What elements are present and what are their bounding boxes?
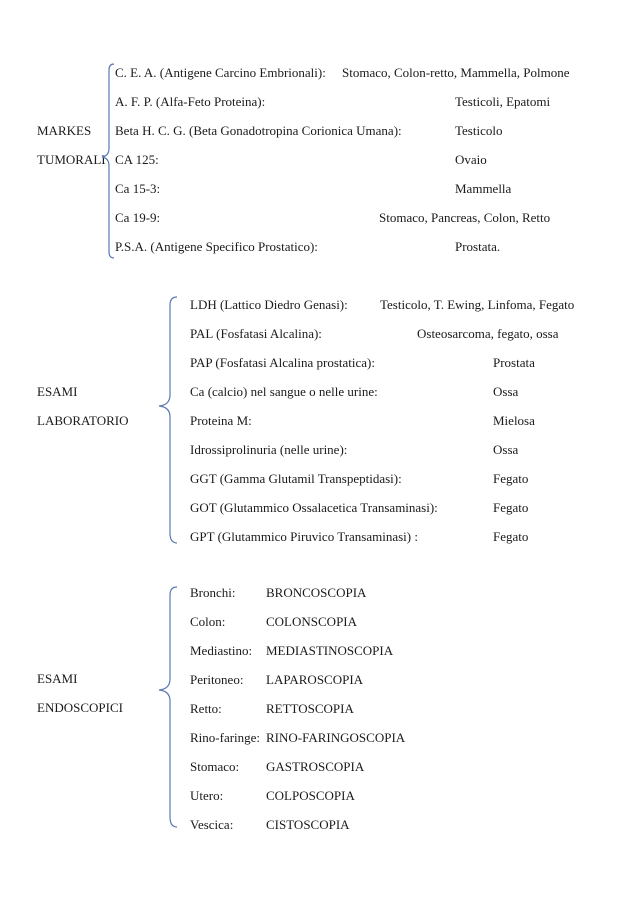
organ-label: Peritoneo: <box>190 672 244 687</box>
section-heading-line2: ENDOSCOPICI <box>37 700 123 715</box>
lab-test-target: Prostata <box>493 355 535 370</box>
lab-test-target: Fegato <box>493 500 529 515</box>
marker-name: A. F. P. (Alfa-Feto Proteina): <box>115 94 266 109</box>
endoscopy-name: CISTOSCOPIA <box>266 817 350 832</box>
endoscopy-name: LAPAROSCOPIA <box>266 672 364 687</box>
marker-target: Stomaco, Colon-retto, Mammella, Polmone <box>342 65 570 80</box>
marker-name: C. E. A. (Antigene Carcino Embrionali): <box>115 65 326 80</box>
lab-test-name: GPT (Glutammico Piruvico Transaminasi) : <box>190 529 418 544</box>
lab-test-target: Ossa <box>493 384 519 399</box>
section-heading-line1: MARKES <box>37 123 92 138</box>
endoscopy-name: COLONSCOPIA <box>266 614 358 629</box>
lab-test-name: Idrossiprolinuria (nelle urine): <box>190 442 348 457</box>
organ-label: Rino-faringe: <box>190 730 261 745</box>
curly-brace-icon <box>157 295 179 547</box>
marker-target: Testicolo <box>455 123 503 138</box>
organ-label: Colon: <box>190 614 226 629</box>
marker-target: Prostata. <box>455 239 501 254</box>
section-heading-line2: TUMORALI <box>37 152 106 167</box>
lab-test-name: GGT (Gamma Glutamil Transpeptidasi): <box>190 471 402 486</box>
lab-test-target: Fegato <box>493 529 529 544</box>
marker-name: CA 125: <box>115 152 159 167</box>
lab-test-name: LDH (Lattico Diedro Genasi): <box>190 297 348 312</box>
organ-label: Stomaco: <box>190 759 240 774</box>
organ-label: Mediastino: <box>190 643 253 658</box>
lab-test-target: Fegato <box>493 471 529 486</box>
organ-label: Retto: <box>190 701 222 716</box>
marker-target: Mammella <box>455 181 512 196</box>
marker-target: Stomaco, Pancreas, Colon, Retto <box>379 210 551 225</box>
lab-test-target: Ossa <box>493 442 519 457</box>
organ-label: Bronchi: <box>190 585 236 600</box>
marker-name: P.S.A. (Antigene Specifico Prostatico): <box>115 239 318 254</box>
curly-brace-icon <box>157 585 179 831</box>
lab-test-target: Mielosa <box>493 413 535 428</box>
endoscopy-name: RINO-FARINGOSCOPIA <box>266 730 406 745</box>
section-heading-line1: ESAMI <box>37 671 78 686</box>
marker-target: Testicoli, Epatomi <box>455 94 551 109</box>
curly-brace-icon <box>100 62 116 262</box>
lab-test-name: GOT (Glutammico Ossalacetica Transaminasi): <box>190 500 438 515</box>
organ-label: Vescica: <box>190 817 234 832</box>
marker-target: Ovaio <box>455 152 487 167</box>
lab-test-name: Proteina M: <box>190 413 252 428</box>
lab-test-name: PAP (Fosfatasi Alcalina prostatica): <box>190 355 375 370</box>
endoscopy-name: RETTOSCOPIA <box>266 701 354 716</box>
endoscopy-name: BRONCOSCOPIA <box>266 585 367 600</box>
section-heading-line1: ESAMI <box>37 384 78 399</box>
marker-name: Ca 15-3: <box>115 181 161 196</box>
organ-label: Utero: <box>190 788 224 803</box>
lab-test-name: PAL (Fosfatasi Alcalina): <box>190 326 322 341</box>
section-heading-line2: LABORATORIO <box>37 413 129 428</box>
lab-test-target: Osteosarcoma, fegato, ossa <box>417 326 559 341</box>
marker-name: Beta H. C. G. (Beta Gonadotropina Corionica Umana): <box>115 123 402 138</box>
lab-test-name: Ca (calcio) nel sangue o nelle urine: <box>190 384 378 399</box>
lab-test-target: Testicolo, T. Ewing, Linfoma, Fegato <box>380 297 575 312</box>
marker-name: Ca 19-9: <box>115 210 161 225</box>
endoscopy-name: COLPOSCOPIA <box>266 788 355 803</box>
endoscopy-name: MEDIASTINOSCOPIA <box>266 643 394 658</box>
endoscopy-name: GASTROSCOPIA <box>266 759 365 774</box>
